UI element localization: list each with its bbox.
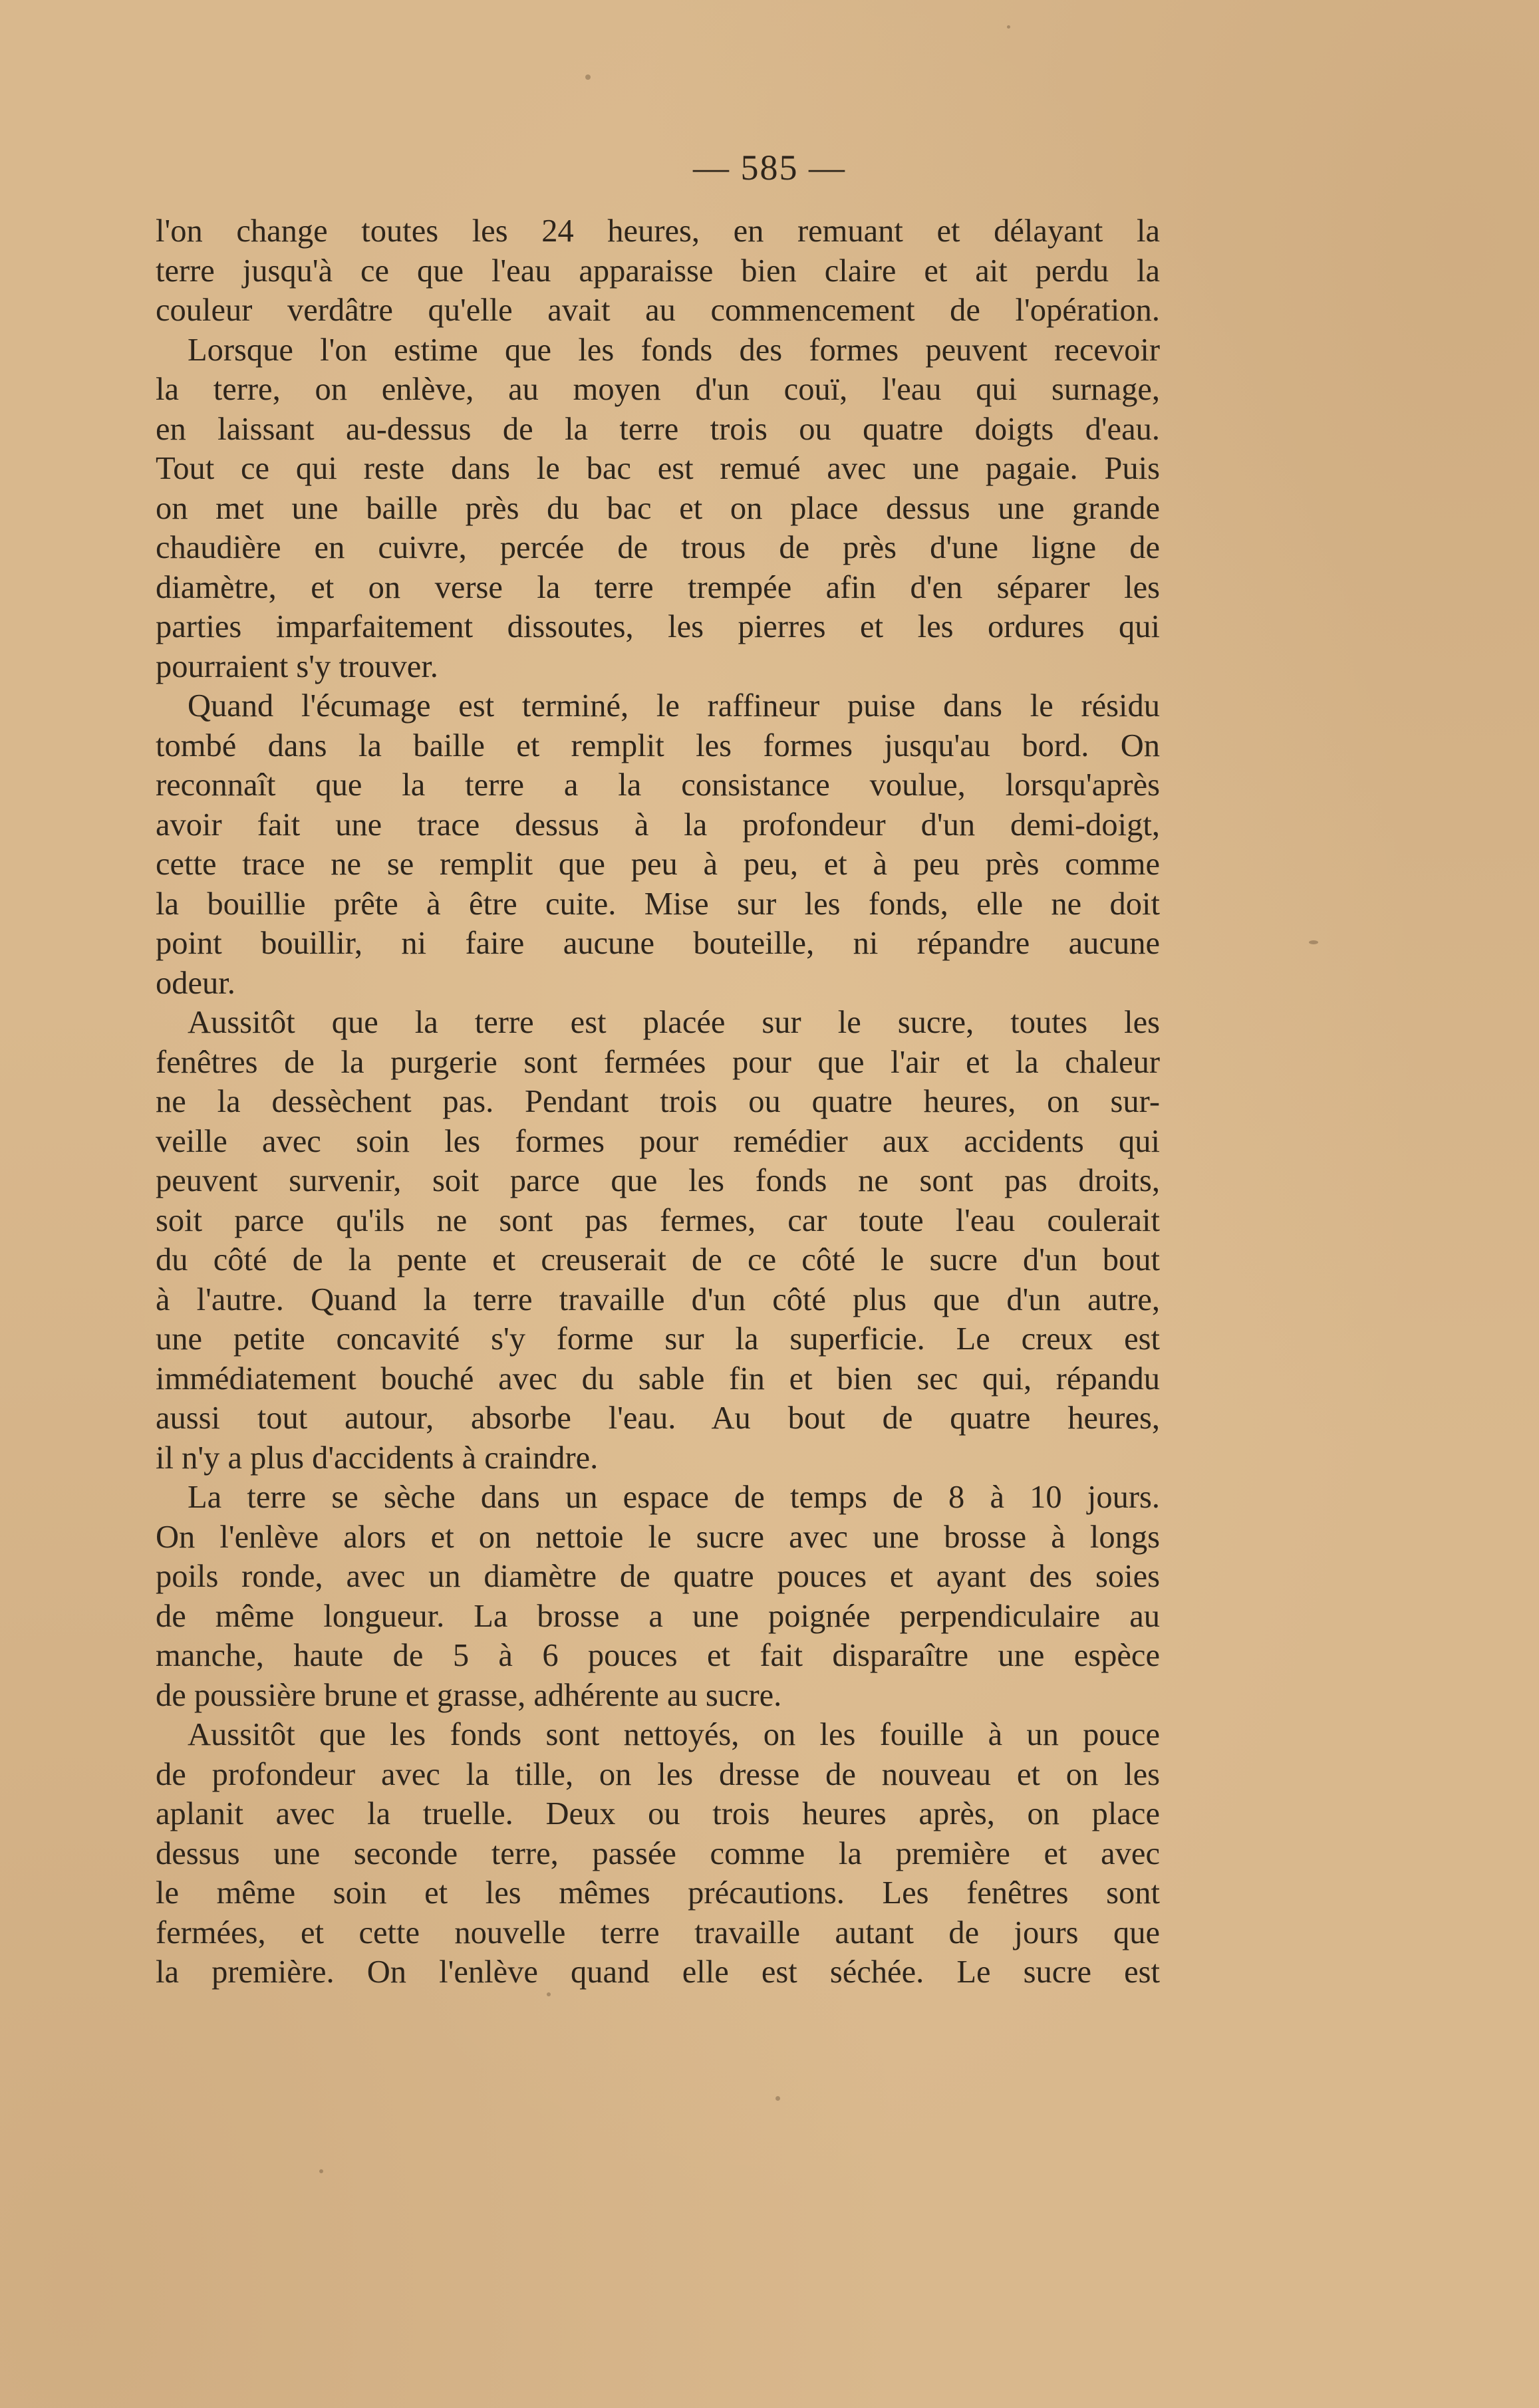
text-line: dessus une seconde terre, passée comme la première et avec (156, 1835, 1160, 1871)
text-line: diamètre, et on verse la terre trempée afin d'en séparer les (156, 569, 1160, 605)
text-line: reconnaît que la terre a la consistance voulue, lorsqu'après (156, 767, 1160, 803)
text-line: à l'autre. Quand la terre travaille d'un côté plus que d'un autre, (156, 1281, 1160, 1317)
text-line: Quand l'écumage est terminé, le raffineur puise dans le résidu (188, 688, 1160, 724)
text-line: en laissant au-dessus de la terre trois ou quatre doigts d'eau. (156, 411, 1160, 447)
text-line: soit parce qu'ils ne sont pas fermes, car toute l'eau coulerait (156, 1202, 1160, 1238)
paper-speck (1007, 25, 1010, 29)
text-line: avoir fait une trace dessus à la profondeur d'un demi-doigt, (156, 807, 1160, 843)
text-line: cette trace ne se remplit que peu à peu, et à peu près comme (156, 847, 1160, 882)
text-line: aussi tout autour, absorbe l'eau. Au bout de quatre heures, (156, 1401, 1160, 1436)
text-line: On l'enlève alors et on nettoie le sucre avec une brosse à longs (156, 1519, 1160, 1555)
text-line: de poussière brune et grasse, adhérente au sucre. (156, 1677, 782, 1713)
text-line: terre jusqu'à ce que l'eau apparaisse bien claire et ait perdu la (156, 253, 1160, 289)
text-line: poils ronde, avec un diamètre de quatre pouces et ayant des soies (156, 1559, 1160, 1594)
text-line: parties imparfaitement dissoutes, les pierres et les ordures qui (156, 609, 1160, 644)
text-line: veille avec soin les formes pour remédier aux accidents qui (156, 1123, 1160, 1159)
text-line: il n'y a plus d'accidents à craindre. (156, 1440, 599, 1476)
text-line: ne la dessèchent pas. Pendant trois ou quatre heures, on sur- (156, 1084, 1160, 1119)
text-line: fermées, et cette nouvelle terre travaille autant de jours que (156, 1915, 1160, 1950)
text-line: aplanit avec la truelle. Deux ou trois heures après, on place (156, 1796, 1160, 1831)
text-line: odeur. (156, 965, 235, 1001)
text-line: Aussitôt que les fonds sont nettoyés, on les fouille à un pouce (188, 1717, 1160, 1752)
text-line: fenêtres de la purgerie sont fermées pour que l'air et la chaleur (156, 1044, 1160, 1080)
text-line: l'on change toutes les 24 heures, en remuant et délayant la (156, 213, 1160, 249)
text-line: manche, haute de 5 à 6 pouces et fait disparaître une espèce (156, 1638, 1160, 1673)
text-line: Lorsque l'on estime que les fonds des formes peuvent recevoir (188, 332, 1160, 368)
text-line: la première. On l'enlève quand elle est séchée. Le sucre est (156, 1954, 1160, 1990)
text-line: de profondeur avec la tille, on les dresse de nouveau et on les (156, 1756, 1160, 1792)
text-line: de même longueur. La brosse a une poignée perpendiculaire au (156, 1598, 1160, 1634)
paper-speck (319, 2169, 323, 2173)
text-line: une petite concavité s'y forme sur la superficie. Le creux est (156, 1321, 1160, 1357)
text-line: la terre, on enlève, au moyen d'un couï, l'eau qui surnage, (156, 372, 1160, 407)
paper-speck (775, 2096, 780, 2101)
text-line: couleur verdâtre qu'elle avait au commencement de l'opération. (156, 293, 1160, 328)
text-line: du côté de la pente et creuserait de ce côté le sucre d'un bout (156, 1242, 1160, 1277)
paper-speck (1309, 940, 1318, 944)
text-line: la bouillie prête à être cuite. Mise sur les fonds, elle ne doit (156, 886, 1160, 922)
text-line: Aussitôt que la terre est placée sur le sucre, toutes les (188, 1005, 1160, 1040)
text-line: le même soin et les mêmes précautions. Les fenêtres sont (156, 1875, 1160, 1911)
text-line: pourraient s'y trouver. (156, 648, 438, 684)
text-line: on met une baille près du bac et on place dessus une grande (156, 490, 1160, 526)
body-text (156, 211, 1160, 1992)
text-line: tombé dans la baille et remplit les formes jusqu'au bord. On (156, 728, 1160, 763)
paper-speck (547, 1992, 551, 1996)
page-number: — 585 — (693, 148, 846, 188)
text-line: chaudière en cuivre, percée de trous de près d'une ligne de (156, 530, 1160, 565)
text-line: La terre se sèche dans un espace de temps de 8 à 10 jours. (188, 1480, 1160, 1515)
text-line: immédiatement bouché avec du sable fin et bien sec qui, répandu (156, 1361, 1160, 1397)
paper-speck (585, 74, 591, 80)
text-line: peuvent survenir, soit parce que les fonds ne sont pas droits, (156, 1163, 1160, 1198)
text-line: Tout ce qui reste dans le bac est remué avec une pagaie. Puis (156, 451, 1160, 486)
text-line: point bouillir, ni faire aucune bouteille, ni répandre aucune (156, 926, 1160, 961)
